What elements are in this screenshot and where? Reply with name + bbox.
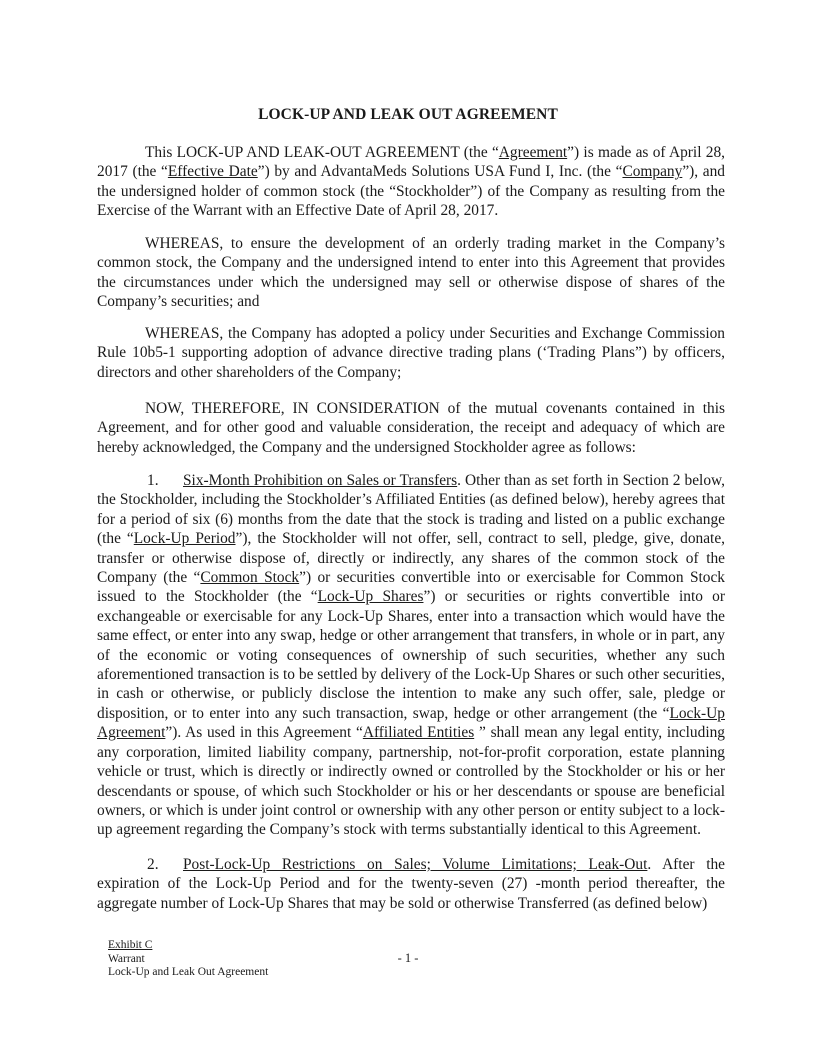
term-lock-up-period: Lock-Up Period — [133, 530, 236, 548]
section-2-number: 2. — [147, 856, 159, 873]
section-1-heading: Six-Month Prohibition on Sales or Transfers — [183, 472, 458, 489]
term-company: Company — [622, 163, 683, 181]
term-common-stock: Common Stock — [200, 569, 300, 587]
term-affiliated-entities: Affiliated Entities — [362, 724, 475, 742]
whereas-paragraph-2: WHEREAS, the Company has adopted a policy under Securities and Exchange Commission Rule 10b5-1 supporting adoption of advance directive trading plans (‘Trading Plans”) by officers, directors and other shareholders of the Company; — [97, 325, 725, 381]
section-2-paragraph: 2. Post-Lock-Up Restrictions on Sales; Volume Limitations; Leak-Out. After the expiration of the Lock-Up Period and for the twenty-seven (27) -month period thereafter, the aggregate number of Lock-Up Shares that may be sold or otherwise Transferred (as defined below) — [97, 856, 726, 912]
footer-warrant: Warrant — [108, 952, 145, 965]
footer-exhibit: Exhibit C — [108, 939, 153, 951]
section-1-paragraph: 1. Six-Month Prohibition on Sales or Transfers. Other than as set forth in Section 2 below, the Stockholder, including the Stockholder’s Affiliated Entities (as defined below), hereby agrees that for a period of six (6) months from the date that the stock is trading and listed on a public exchange (the “Lock-Up Period”), the Stockholder will not offer, sell, contract to sell, pledge, give, donate, transfer or otherwise dispose of, directly or indirectly, any shares of the common stock of the Company (the “Common Stock”) or securities convertible into or exercisable for Common Stock issued to the Stockholder (the “Lock-Up Shares”) or securities or rights convertible into or exchangeable or exercisable for any Lock-Up Shares, enter into a transaction which would have the same effect, or enter into any swap, hedge or other arrangement that transfers, in whole or in part, any of the economic or voting consequences of ownership of such securities, whether any such aforementioned transaction is to be settled by delivery of the Lock-Up Shares or such other securities, in cash or otherwise, or publicly disclose the intention to make any such offer, sale, pledge or disposition, or to enter into any such transaction, swap, hedge or other arrangement (the “Lock-Up Agreement”). As used in this Agreement “Affiliated Entities ” shall mean any legal entity, including any corporation, limited liability company, partnership, not-for-profit corporation, estate planning vehicle or trust, which is directly or indirectly owned or controlled by the Stockholder or his or her descendants or spouse, of which such Stockholder or his or her descendants or spouse are beneficial owners, or which is under joint control or ownership with any other person or entity subject to a lock-up agreement regarding the Company’s stock with terms substantially identical to this Agreement. — [97, 472, 726, 839]
term-agreement: Agreement — [498, 144, 568, 161]
whereas-paragraph-1: WHEREAS, to ensure the development of an orderly trading market in the Company’s common stock, the Company and the undersigned intend to enter into this Agreement that provides the circumstances under which the undersigned may sell or otherwise dispose of shares of the Company’s securities; and — [97, 235, 725, 311]
term-lock-up-shares: Lock-Up Shares — [317, 588, 424, 606]
document-title: LOCK-UP AND LEAK OUT AGREEMENT — [258, 106, 558, 123]
now-therefore-paragraph: NOW, THEREFORE, IN CONSIDERATION of the mutual covenants contained in this Agreement, and for other good and valuable consideration, the receipt and adequacy of which are hereby acknowledged, the Company and the undersigned Stockholder agree as follows: — [97, 400, 725, 456]
term-effective-date: Effective Date — [167, 163, 258, 181]
term-lock-up-agreement: Lock-Up Agreement — [97, 704, 725, 742]
footer-agreement-name: Lock-Up and Leak Out Agreement — [108, 966, 269, 978]
intro-paragraph: This LOCK-UP AND LEAK-OUT AGREEMENT (the “Agreement”) is made as of April 28, 2017 (the “Effective Date”) by and AdvantaMeds Solutions USA Fund I, Inc. (the “Company”), and the undersigned holder of common stock (the “Stockholder”) of the Company as resulting from the Exercise of the Warrant with an Effective Date of April 28, 2017. — [97, 144, 726, 220]
section-2-heading: Post-Lock-Up Restrictions on Sales; Volume Limitations; Leak-Out — [183, 856, 648, 873]
section-1-number: 1. — [147, 472, 159, 489]
page-number: - 1 - — [397, 951, 419, 965]
